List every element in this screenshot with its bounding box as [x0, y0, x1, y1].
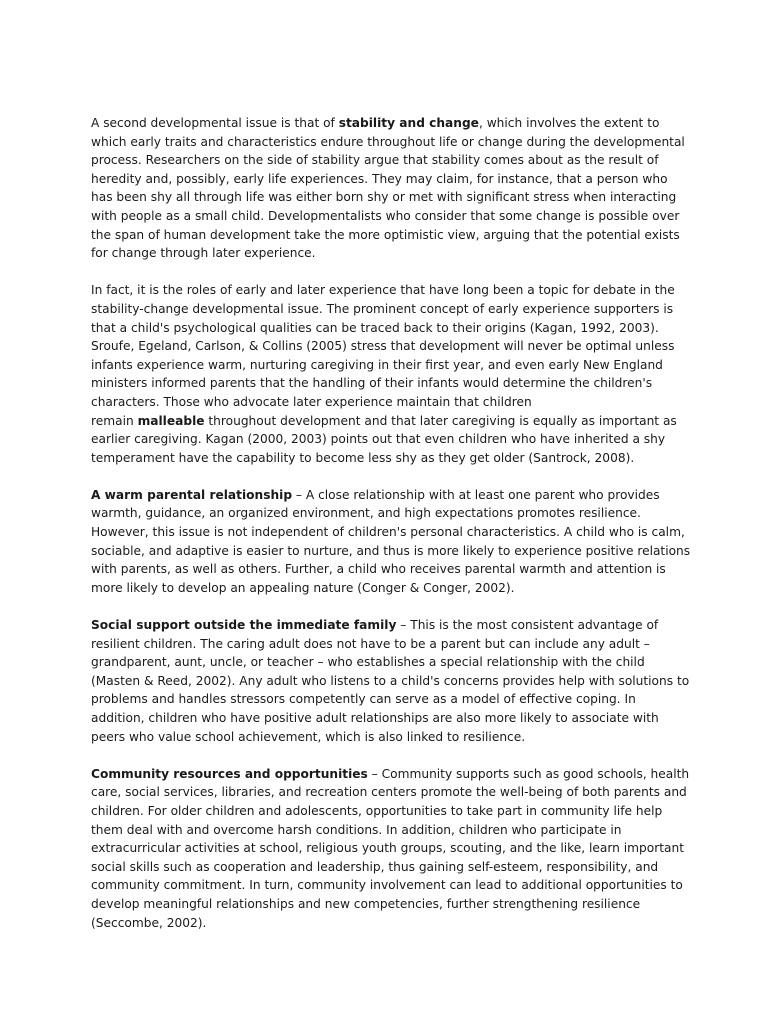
- bold-term: malleable: [137, 413, 205, 428]
- paragraph-text: In fact, it is the roles of early and later experience that have long been a topic for debate in the stability-change developmental issue. The prominent concept of early experience supporters is that a child's psychological qualities can be traced back to their origins (Kagan, 1992, 2003). Sroufe, Egeland, Carlson, & Collins (2005) stress that development will never be optimal unless infants experience warm, nurturing caregiving in their first year, and even early New England ministers informed parents that the handling of their infants would determine the children's characters. Those who advocate later experience maintain that children remain: [91, 283, 675, 428]
- paragraph-text: – This is the most consistent advantage of resilient children. The caring adult does not have to be a parent but can include any adult – grandparent, aunt, uncle, or teacher – who establishes a special relationship with the child (Masten & Reed, 2002). Any adult who listens to a child's concerns provides help with solutions to problems and handles stressors competently can serve as a model of effective coping. In addition, children who have positive adult relationships are also more likely to associate with peers who value school achievement, which is also linked to resilience.: [91, 618, 690, 744]
- document-body: [91, 114, 691, 951]
- paragraph-text: – Community supports such as good schools, health care, social services, libraries, and recreation centers promote the well-being of both parents and children. For older children and adolescents, opportunities to take part in community life help them deal with and overcome harsh conditions. In addition, children who participate in extracurricular activities at school, religious youth groups, scouting, and the like, learn important social skills such as cooperation and leadership, thus gaining self-esteem, responsibility, and community commitment. In turn, community involvement can lead to additional opportunities to develop meaningful relationships and new competencies, further strengthening resilience (Seccombe, 2002).: [91, 766, 690, 930]
- paragraph-early-later-experience: [91, 281, 691, 467]
- bold-term: stability and change: [338, 116, 479, 130]
- paragraph-text: A second developmental issue is that of: [91, 116, 339, 130]
- paragraph-text: , which involves the extent to which early traits and characteristics endure throughout life or change during the developmental process. Researchers on the side of stability argue that stability comes about as the result of heredity and, possibly, early life experiences. They may claim, for instance, that a person who has been shy all through life was either born shy or met with significant stress when interacting with people as a small child. Developmentalists who consider that some change is possible over the span of human development take the more optimistic view, arguing that the potential exists for change through later experience.: [91, 116, 685, 261]
- paragraph-text: – A close relationship with at least one parent who provides warmth, guidance, an organized environment, and high expectations promotes resilience. However, this issue is not independent of children's personal characteristics. A child who is calm, sociable, and adaptive is easier to nurture, and thus is more likely to experience positive relations with parents, as well as others. Further, a child who receives parental warmth and attention is more likely to develop an appealing nature (Conger & Conger, 2002).: [91, 487, 691, 595]
- paragraph-social-support: [91, 616, 691, 746]
- bold-heading: A warm parental relationship: [91, 487, 293, 502]
- paragraph-community-resources: [91, 765, 691, 932]
- paragraph-warm-parental-relationship: [91, 486, 691, 598]
- bold-heading: Community resources and opportunities: [91, 766, 368, 781]
- paragraph-text: throughout development and that later caregiving is equally as important as earlier caregiving. Kagan (2000, 2003) points out that even children who have inherited a shy temperament have the capability to become less shy as they get older (Santrock, 2008).: [91, 413, 677, 465]
- paragraph-stability-and-change: [91, 114, 691, 263]
- bold-heading: Social support outside the immediate family: [91, 618, 397, 633]
